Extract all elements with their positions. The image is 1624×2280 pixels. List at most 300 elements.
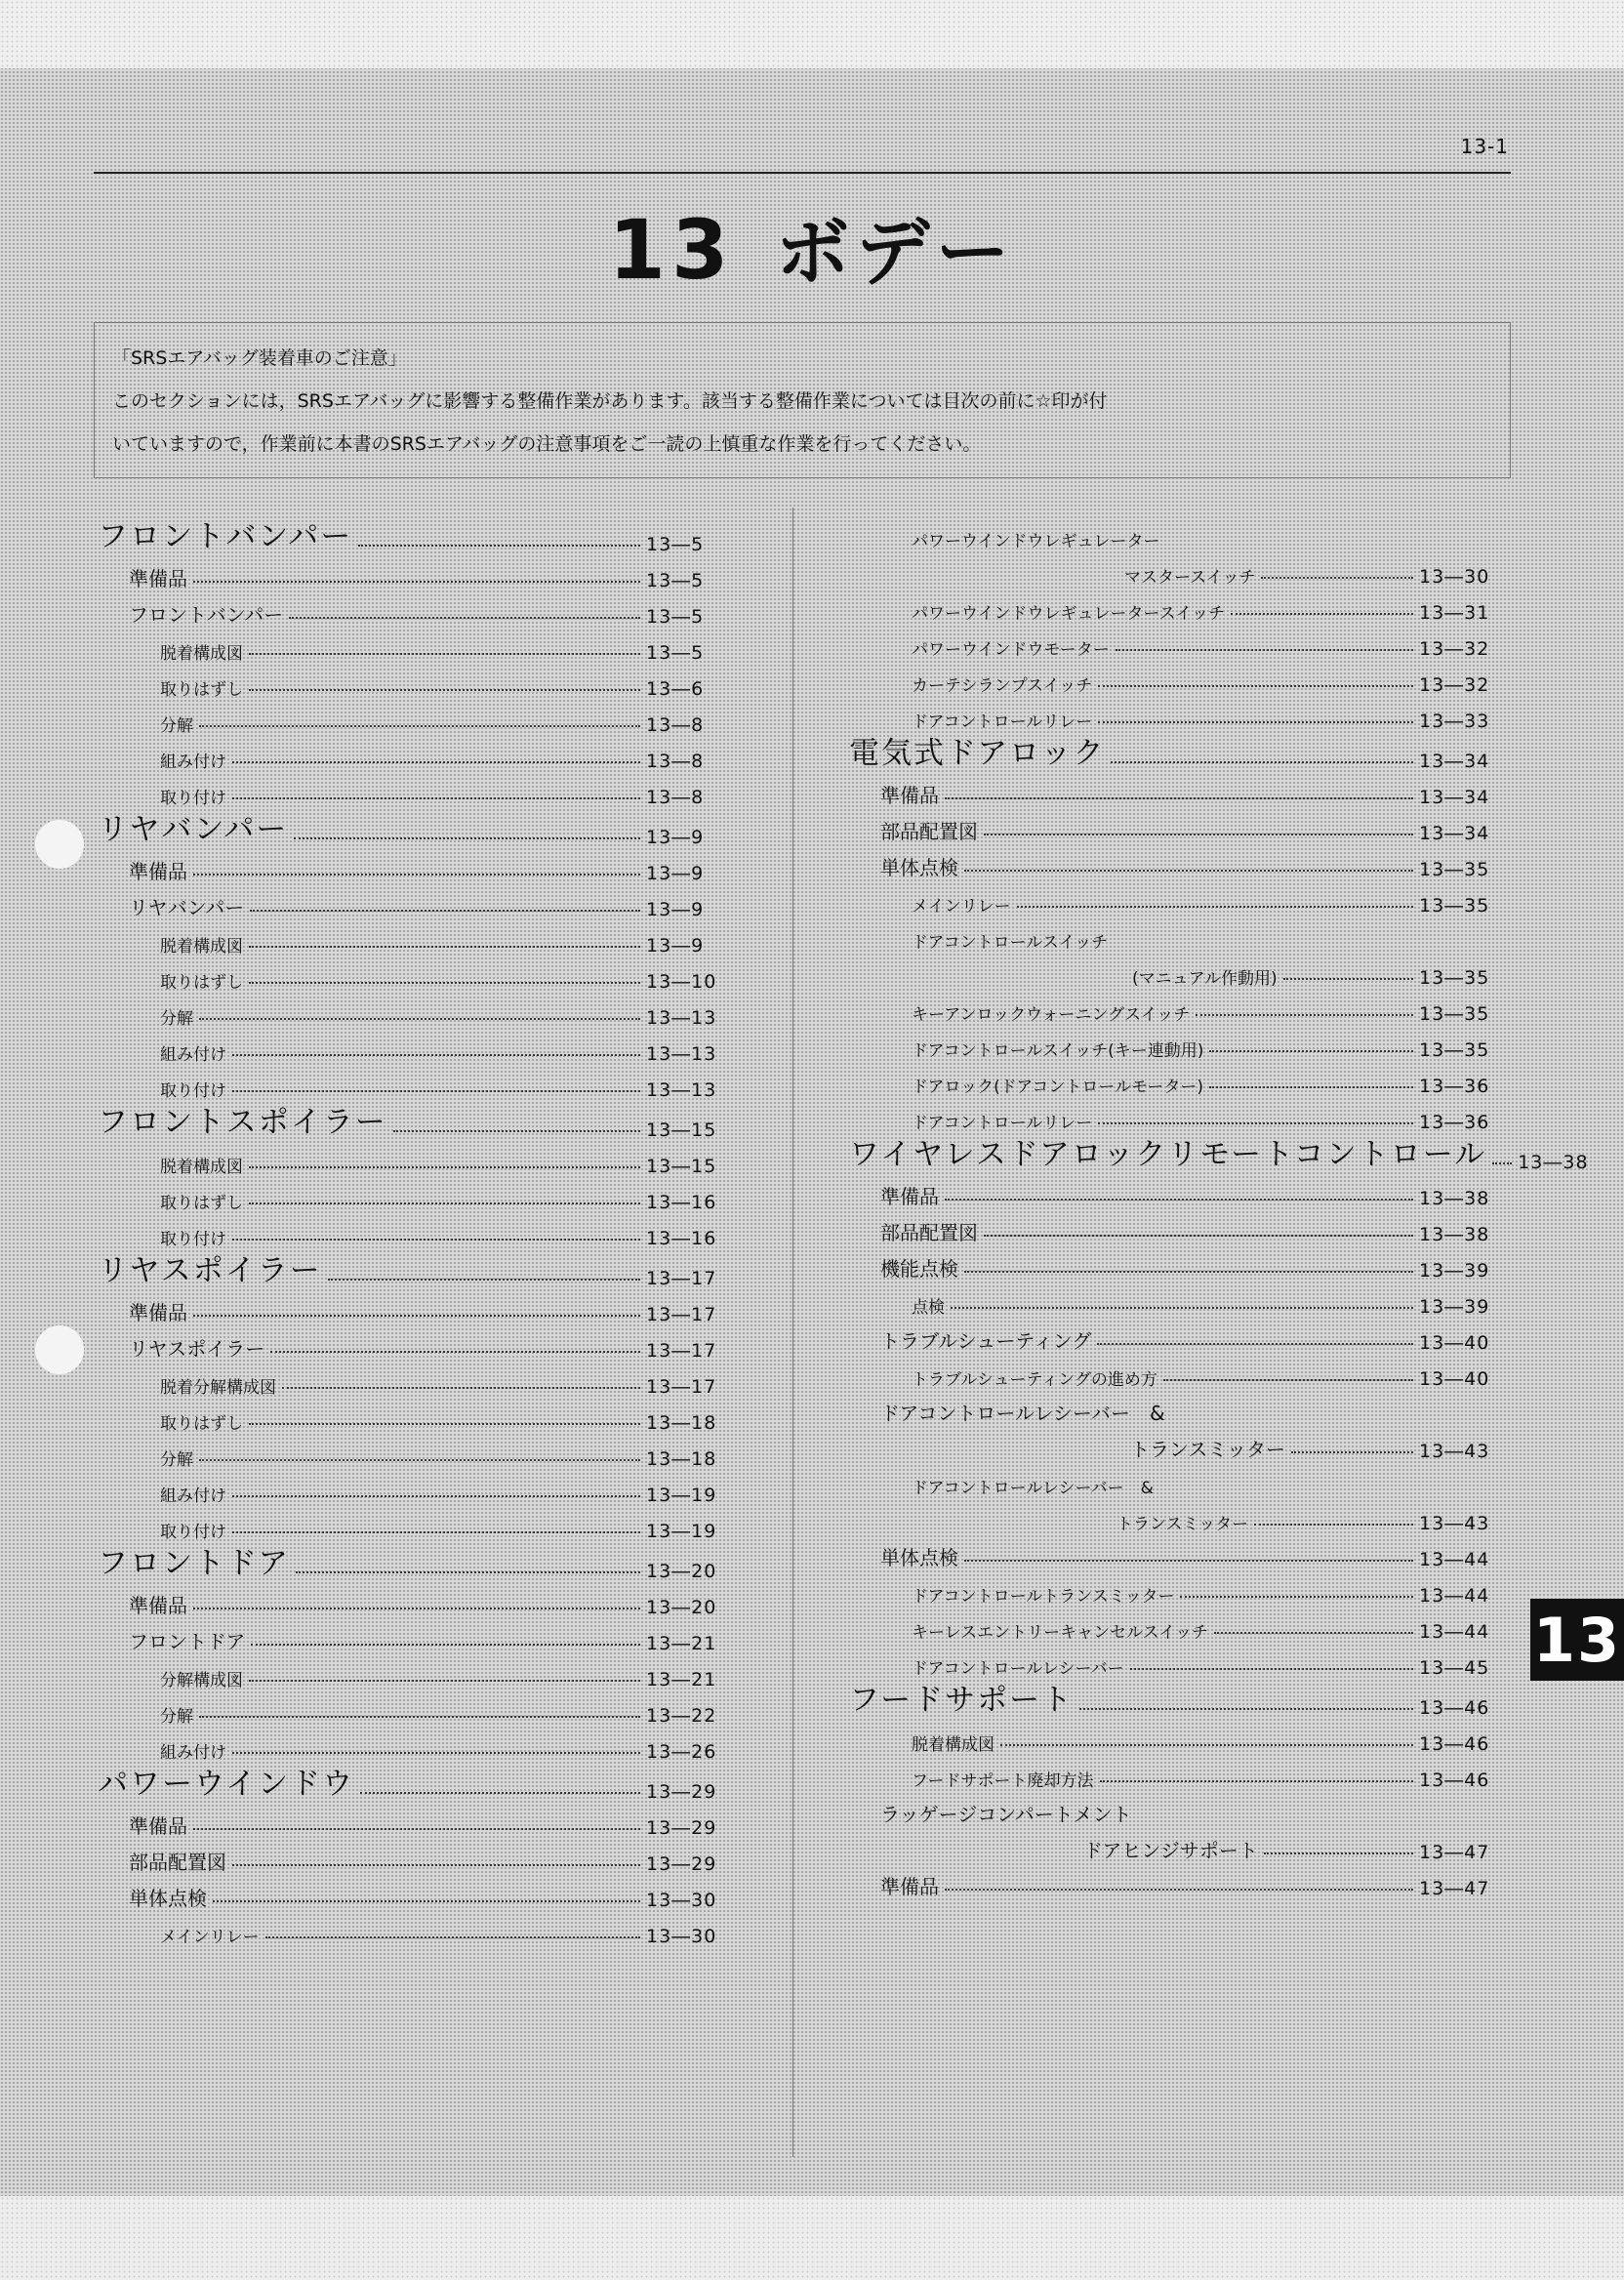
toc-entry-page: 13―43	[1419, 1513, 1490, 1534]
dot-leader	[1209, 1050, 1413, 1052]
toc-entry-title: フロントバンパー	[129, 603, 284, 627]
toc-entry[interactable]	[849, 1061, 1505, 1097]
dot-leader	[1000, 1744, 1413, 1746]
toc-entry-page: 13―5	[646, 534, 705, 555]
column-divider	[792, 508, 793, 2157]
toc-entry-title: 取り付け	[160, 789, 226, 808]
dot-leader	[328, 1279, 640, 1281]
toc-entry-title: 脱着構成図	[160, 644, 243, 664]
toc-entry-title: 分解	[160, 1009, 193, 1029]
toc-entry[interactable]	[98, 1213, 732, 1249]
toc-entry-title: 取り付け	[160, 1230, 226, 1249]
toc-entry[interactable]	[98, 1065, 732, 1101]
toc-entry[interactable]	[98, 1690, 732, 1727]
dot-leader	[1100, 1780, 1414, 1782]
toc-entry[interactable]	[98, 1325, 732, 1362]
toc-entry-title: フロントドア	[129, 1630, 246, 1653]
toc-entry-title: ドアコントロールトランスミッター	[912, 1587, 1175, 1607]
dot-leader	[249, 982, 640, 984]
toc-entry[interactable]	[849, 1209, 1505, 1245]
toc-entry-page: 13―29	[646, 1781, 717, 1803]
dot-leader	[1116, 649, 1413, 651]
dot-leader	[945, 1889, 1413, 1891]
toc-entry[interactable]	[98, 1398, 732, 1434]
toc-entry-continued	[849, 1462, 1505, 1498]
toc-entry[interactable]	[98, 772, 732, 808]
toc-entry-title: キーレスエントリーキャンセルスイッチ	[912, 1623, 1208, 1643]
toc-entry[interactable]	[98, 628, 732, 664]
toc-entry-page: 13―9	[646, 899, 705, 920]
toc-entry-title: キーアンロックウォーニングスイッチ	[912, 1005, 1191, 1025]
toc-entry[interactable]	[849, 1719, 1505, 1755]
toc-entry-page: 13―17	[646, 1304, 717, 1325]
toc-entry-title: パワーウインドウ	[98, 1767, 355, 1802]
toc-entry-title: フロントバンパー	[98, 519, 353, 554]
toc-entry-title: 脱着構成図	[160, 1158, 243, 1177]
toc-entry-title: 分解	[160, 1450, 193, 1470]
toc-entry-page: 13―18	[646, 1448, 717, 1470]
toc-entry-page: 13―10	[646, 971, 717, 993]
dot-leader	[1231, 613, 1413, 615]
dot-leader	[199, 1716, 640, 1718]
toc-entry-page: 13―18	[646, 1412, 717, 1434]
toc-entry-page: 13―44	[1419, 1549, 1490, 1570]
toc-entry-title: 取り付け	[160, 1523, 226, 1542]
toc-entry[interactable]	[849, 1097, 1505, 1133]
dot-leader	[1492, 1162, 1512, 1164]
toc-entry[interactable]	[849, 1282, 1505, 1318]
dot-leader	[1264, 1852, 1413, 1854]
dot-leader	[213, 1900, 640, 1902]
toc-entry-page: 13―40	[1419, 1332, 1490, 1354]
toc-entry[interactable]	[849, 732, 1505, 772]
dot-leader	[249, 689, 640, 691]
toc-entry[interactable]	[98, 1727, 732, 1763]
dot-leader	[249, 653, 640, 655]
chapter-name: ボデー	[775, 209, 1016, 296]
toc-entry-page: 13―5	[646, 606, 705, 628]
toc-entry-page: 13―26	[646, 1741, 717, 1763]
toc-entry-title: フードサポート廃却方法	[912, 1771, 1094, 1791]
toc-entry-page: 13―13	[646, 1007, 717, 1029]
toc-entry[interactable]	[98, 808, 732, 848]
dot-leader	[1196, 1014, 1413, 1016]
dot-leader	[199, 725, 640, 727]
toc-entry-title: (マニュアル作動用)	[1132, 969, 1278, 989]
toc-entry[interactable]	[98, 993, 732, 1029]
toc-entry-page: 13―22	[646, 1705, 717, 1727]
toc-entry[interactable]	[98, 700, 732, 736]
toc-right-column	[849, 515, 1589, 1899]
dot-leader	[1163, 1379, 1413, 1381]
toc-entry-title: 分解構成図	[160, 1671, 243, 1690]
toc-entry[interactable]	[849, 772, 1505, 808]
toc-entry-continued	[849, 1791, 1505, 1827]
toc-entry[interactable]	[849, 624, 1505, 660]
dot-leader	[250, 910, 640, 912]
toc-entry-page: 13―38	[1419, 1188, 1490, 1209]
toc-entry-page: 13―39	[1419, 1260, 1490, 1282]
toc-entry[interactable]	[98, 515, 732, 555]
toc-entry[interactable]	[849, 1173, 1505, 1209]
toc-entry[interactable]	[849, 1607, 1505, 1643]
toc-entry-page: 13―39	[1419, 1296, 1490, 1318]
toc-entry[interactable]	[98, 1763, 732, 1803]
toc-entry-page: 13―20	[646, 1561, 717, 1582]
toc-entry-page: 13―5	[646, 570, 705, 591]
toc-entry-title: メインリレー	[160, 1928, 260, 1947]
toc-entry-title: 脱着構成図	[160, 937, 243, 957]
toc-entry[interactable]	[98, 1542, 732, 1582]
dot-leader	[193, 874, 640, 875]
notice-heading: 「SRSエアバッグ装着車のご注意」	[112, 347, 407, 369]
toc-entry-title: ワイヤレスドアロックリモートコントロール	[849, 1137, 1487, 1172]
dot-leader	[232, 1531, 640, 1533]
toc-entry[interactable]	[849, 1534, 1505, 1570]
toc-entry-title: 準備品	[129, 1814, 187, 1838]
toc-entry[interactable]	[98, 555, 732, 591]
dot-leader	[193, 1828, 640, 1830]
chapter-title	[0, 193, 1624, 300]
toc-entry[interactable]	[849, 808, 1505, 844]
dot-leader	[232, 1054, 640, 1056]
dot-leader	[1180, 1596, 1413, 1598]
toc-entry[interactable]	[98, 1911, 732, 1947]
srs-notice-box	[94, 322, 1511, 478]
toc-entry-page: 13―30	[1419, 566, 1490, 588]
toc-entry-page: 13―16	[646, 1228, 717, 1249]
toc-entry[interactable]	[849, 1426, 1505, 1462]
toc-entry-title: 組み付け	[160, 1045, 226, 1065]
dot-leader	[1079, 1708, 1413, 1710]
toc-entry-title: 部品配置図	[880, 820, 978, 843]
toc-entry[interactable]	[98, 736, 732, 772]
punch-hole	[35, 820, 84, 869]
toc-entry-page: 13―43	[1419, 1441, 1490, 1462]
toc-entry[interactable]	[98, 664, 732, 700]
toc-entry-page: 13―35	[1419, 1039, 1490, 1061]
toc-entry[interactable]	[98, 1177, 732, 1213]
toc-entry[interactable]	[98, 884, 732, 920]
dot-leader	[270, 1351, 640, 1353]
toc-entry-page: 13―13	[646, 1043, 717, 1065]
toc-entry-page: 13―34	[1419, 787, 1490, 808]
notice-line: このセクションには，SRSエアバッグに影響する整備作業があります。該当する整備作業については目次の前に☆印が付	[112, 390, 1108, 412]
toc-entry-page: 13―36	[1419, 1076, 1490, 1097]
toc-entry-continued	[849, 515, 1505, 551]
toc-entry-title: ドアロック(ドアコントロールモーター)	[912, 1078, 1204, 1097]
toc-entry[interactable]	[849, 1133, 1589, 1173]
toc-entry[interactable]	[849, 1318, 1505, 1354]
toc-entry-title: 準備品	[880, 1185, 939, 1208]
toc-entry[interactable]	[98, 920, 732, 957]
toc-entry-page: 13―46	[1419, 1733, 1490, 1755]
toc-entry[interactable]	[849, 1570, 1505, 1607]
toc-entry-title: 脱着分解構成図	[160, 1378, 276, 1398]
toc-entry-continued	[849, 1390, 1505, 1426]
toc-entry-page: 13―38	[1518, 1152, 1589, 1173]
toc-entry[interactable]	[849, 953, 1505, 989]
dot-leader	[296, 1571, 640, 1573]
dot-leader	[232, 1495, 640, 1497]
dot-leader	[1130, 1668, 1413, 1670]
dot-leader	[964, 1560, 1413, 1562]
dot-leader	[249, 1202, 640, 1204]
toc-entry-title: トランスミッター	[1116, 1515, 1249, 1534]
toc-entry-title: リヤバンパー	[98, 812, 289, 847]
toc-entry[interactable]	[849, 1498, 1505, 1534]
toc-entry-page: 13―29	[646, 1817, 717, 1839]
dot-leader	[232, 1239, 640, 1241]
toc-entry-page: 13―20	[646, 1597, 717, 1618]
toc-entry[interactable]	[849, 880, 1505, 916]
toc-entry[interactable]	[849, 989, 1505, 1025]
toc-entry-page: 13―8	[646, 787, 705, 808]
toc-entry[interactable]	[98, 1803, 732, 1839]
toc-entry-title: 機能点検	[880, 1257, 958, 1281]
dot-leader	[393, 1130, 640, 1132]
scan-bottom-margin	[0, 2196, 1624, 2280]
toc-entry[interactable]	[98, 1289, 732, 1325]
dot-leader	[1214, 1632, 1413, 1634]
toc-entry-page: 13―19	[646, 1521, 717, 1542]
toc-entry-title: フードサポート	[849, 1683, 1075, 1718]
toc-entry[interactable]	[849, 844, 1505, 880]
toc-entry[interactable]	[98, 1101, 732, 1141]
toc-entry[interactable]	[849, 1755, 1505, 1791]
dot-leader	[193, 1608, 640, 1609]
chapter-tab[interactable]: 13	[1530, 1599, 1624, 1681]
toc-entry-title: 部品配置図	[880, 1221, 978, 1244]
toc-entry[interactable]	[98, 957, 732, 993]
toc-entry[interactable]	[98, 1029, 732, 1065]
toc-entry[interactable]	[98, 1362, 732, 1398]
dot-leader	[199, 1459, 640, 1461]
dot-leader	[232, 1864, 640, 1866]
dot-leader	[984, 1235, 1413, 1237]
dot-leader	[199, 1018, 640, 1020]
toc-entry-page: 13―46	[1419, 1697, 1490, 1719]
toc-entry-page: 13―35	[1419, 859, 1490, 880]
toc-entry-page: 13―47	[1419, 1878, 1490, 1899]
toc-entry-page: 13―8	[646, 714, 705, 736]
toc-entry-title: 電気式ドアロック	[849, 736, 1106, 771]
dot-leader	[294, 837, 640, 839]
toc-entry-page: 13―19	[646, 1485, 717, 1506]
toc-entry-title: ドアコントロールスイッチ(キー連動用)	[912, 1041, 1204, 1061]
toc-entry-title: 準備品	[129, 1301, 187, 1324]
toc-entry-page: 13―44	[1419, 1621, 1490, 1643]
dot-leader	[193, 581, 640, 583]
dot-leader	[1283, 978, 1413, 980]
notice-line: いていますので，作業前に本書のSRSエアバッグの注意事項をご一読の上慎重な作業を行ってください。	[112, 433, 982, 455]
toc-entry-page: 13―31	[1419, 602, 1490, 624]
toc-entry[interactable]	[98, 1506, 732, 1542]
toc-entry-title: 組み付け	[160, 1743, 226, 1763]
toc-entry-page: 13―29	[646, 1853, 717, 1875]
toc-entry-title: フロントスポイラー	[98, 1105, 387, 1140]
dot-leader	[193, 1315, 640, 1317]
dot-leader	[945, 797, 1413, 799]
dot-leader	[360, 1792, 640, 1794]
dot-leader	[249, 946, 640, 948]
dot-leader	[1254, 1524, 1413, 1526]
dot-leader	[232, 1090, 640, 1092]
toc-entry[interactable]	[849, 1643, 1505, 1679]
toc-entry-continued	[849, 916, 1505, 953]
dot-leader	[1111, 761, 1413, 763]
toc-entry-page: 13―15	[646, 1156, 717, 1177]
toc-entry[interactable]	[849, 1679, 1505, 1719]
toc-entry-page: 13―21	[646, 1669, 717, 1690]
toc-entry-title: 取りはずし	[160, 1194, 243, 1213]
dot-leader	[1291, 1451, 1413, 1453]
dot-leader	[249, 1423, 640, 1425]
scan-top-margin	[0, 0, 1624, 68]
toc-entry[interactable]	[98, 591, 732, 628]
toc-entry[interactable]	[849, 1827, 1505, 1863]
toc-entry-title: マスタースイッチ	[1124, 568, 1256, 588]
dot-leader	[984, 834, 1413, 835]
toc-entry[interactable]	[98, 1470, 732, 1506]
header-rule	[94, 172, 1511, 174]
toc-entry-title: トラブルシューティングの進め方	[912, 1370, 1157, 1390]
dot-leader	[1209, 1086, 1413, 1088]
toc-entry[interactable]	[98, 1141, 732, 1177]
toc-entry[interactable]	[849, 1354, 1505, 1390]
toc-entry-title: パワーウインドウレギュレータースイッチ	[912, 604, 1225, 624]
toc-entry-title: 準備品	[880, 1875, 939, 1898]
toc-entry-title: カーテシランプスイッチ	[912, 676, 1093, 696]
toc-entry-title: フロントドア	[98, 1546, 291, 1581]
toc-entry-title: トランスミッター	[1130, 1438, 1285, 1461]
dot-leader	[232, 761, 640, 763]
toc-entry[interactable]	[849, 588, 1505, 624]
toc-entry-page: 13―44	[1419, 1585, 1490, 1607]
toc-entry-title: 分解	[160, 1707, 193, 1727]
toc-entry-title: ラッゲージコンパートメント	[880, 1803, 1132, 1826]
toc-entry-title: 組み付け	[160, 1486, 226, 1506]
toc-entry-page: 13―47	[1419, 1842, 1490, 1863]
dot-leader	[1098, 721, 1413, 723]
toc-entry-title: 準備品	[129, 1594, 187, 1617]
toc-entry-title: ドアコントロールスイッチ	[912, 933, 1109, 953]
toc-entry-page: 13―17	[646, 1376, 717, 1398]
toc-entry-page: 13―46	[1419, 1770, 1490, 1791]
dot-leader	[1097, 1343, 1413, 1345]
toc-entry-title: 取りはずし	[160, 973, 243, 993]
toc-entry-page: 13―17	[646, 1268, 717, 1289]
toc-entry-page: 13―9	[646, 827, 705, 848]
toc-entry-title: ドアコントロールリレー	[912, 712, 1093, 732]
toc-entry-page: 13―6	[646, 678, 705, 700]
dot-leader	[232, 1752, 640, 1754]
toc-entry[interactable]	[849, 1863, 1505, 1899]
dot-leader	[964, 1271, 1413, 1273]
dot-leader	[249, 1680, 640, 1682]
toc-entry-title: 準備品	[880, 784, 939, 807]
toc-entry-title: 部品配置図	[129, 1851, 226, 1874]
toc-entry-page: 13―45	[1419, 1657, 1490, 1679]
toc-entry-page: 13―30	[646, 1926, 717, 1947]
toc-entry-page: 13―32	[1419, 638, 1490, 660]
toc-entry-page: 13―8	[646, 751, 705, 772]
toc-entry[interactable]	[98, 1839, 732, 1875]
toc-entry-page: 13―30	[646, 1890, 717, 1911]
dot-leader	[282, 1387, 640, 1389]
toc-entry-page: 13―35	[1419, 1003, 1490, 1025]
page-number: 13-1	[1460, 135, 1509, 158]
toc-entry[interactable]	[849, 660, 1505, 696]
toc-entry-title: 点検	[912, 1298, 945, 1318]
toc-entry-title: リヤスポイラー	[129, 1337, 265, 1361]
toc-entry-title: パワーウインドウレギュレーター	[912, 532, 1160, 551]
toc-entry[interactable]	[98, 1582, 732, 1618]
toc-entry[interactable]	[98, 848, 732, 884]
toc-entry-page: 13―34	[1419, 751, 1490, 772]
toc-entry-page: 13―35	[1419, 895, 1490, 916]
toc-entry-page: 13―34	[1419, 823, 1490, 844]
toc-entry[interactable]	[849, 1025, 1505, 1061]
dot-leader	[1261, 577, 1413, 579]
dot-leader	[232, 797, 640, 799]
toc-entry[interactable]	[98, 1875, 732, 1911]
toc-entry-page: 13―38	[1419, 1224, 1490, 1245]
toc-entry-title: 単体点検	[880, 1546, 958, 1569]
toc-entry-title: リヤスポイラー	[98, 1253, 322, 1288]
toc-entry-page: 13―15	[646, 1120, 717, 1141]
toc-entry-title: トラブルシューティング	[880, 1329, 1092, 1353]
toc-entry-page: 13―32	[1419, 674, 1490, 696]
toc-entry-title: ドアコントロールリレー	[912, 1114, 1093, 1133]
dot-leader	[945, 1199, 1413, 1201]
dot-leader	[251, 1644, 640, 1646]
toc-entry-page: 13―33	[1419, 711, 1490, 732]
dot-leader	[289, 617, 640, 619]
punch-hole	[35, 1325, 84, 1374]
dot-leader	[1098, 1122, 1413, 1124]
toc-entry[interactable]	[849, 696, 1505, 732]
toc-entry-title: 組み付け	[160, 753, 226, 772]
dot-leader	[964, 870, 1413, 872]
toc-entry-page: 13―40	[1419, 1368, 1490, 1390]
dot-leader	[1017, 906, 1413, 908]
toc-entry-page: 13―9	[646, 935, 705, 957]
toc-entry-title: リヤバンパー	[129, 896, 245, 919]
toc-entry-title: ドアコントロールレシーバー	[912, 1659, 1124, 1679]
toc-left-column	[98, 515, 732, 1947]
toc-entry[interactable]	[849, 1245, 1505, 1282]
toc-entry[interactable]	[98, 1654, 732, 1690]
toc-entry[interactable]	[98, 1434, 732, 1470]
toc-entry-page: 13―13	[646, 1079, 717, 1101]
dot-leader	[249, 1166, 640, 1168]
toc-entry-title: ドアコントロールレシーバー &	[880, 1402, 1165, 1425]
toc-entry[interactable]	[98, 1249, 732, 1289]
toc-entry-title: メインリレー	[912, 897, 1011, 916]
toc-entry-title: 分解	[160, 716, 193, 736]
dot-leader	[951, 1307, 1413, 1309]
toc-entry-title: ドアコントロールレシーバー &	[912, 1479, 1154, 1498]
toc-entry[interactable]	[849, 551, 1505, 588]
toc-entry-title: 準備品	[129, 567, 187, 590]
toc-entry-title: 取りはずし	[160, 680, 243, 700]
toc-entry-title: 取りはずし	[160, 1414, 243, 1434]
toc-entry-title: 単体点検	[880, 856, 958, 879]
dot-leader	[358, 545, 640, 547]
toc-entry[interactable]	[98, 1618, 732, 1654]
toc-entry-title: 単体点検	[129, 1887, 207, 1910]
